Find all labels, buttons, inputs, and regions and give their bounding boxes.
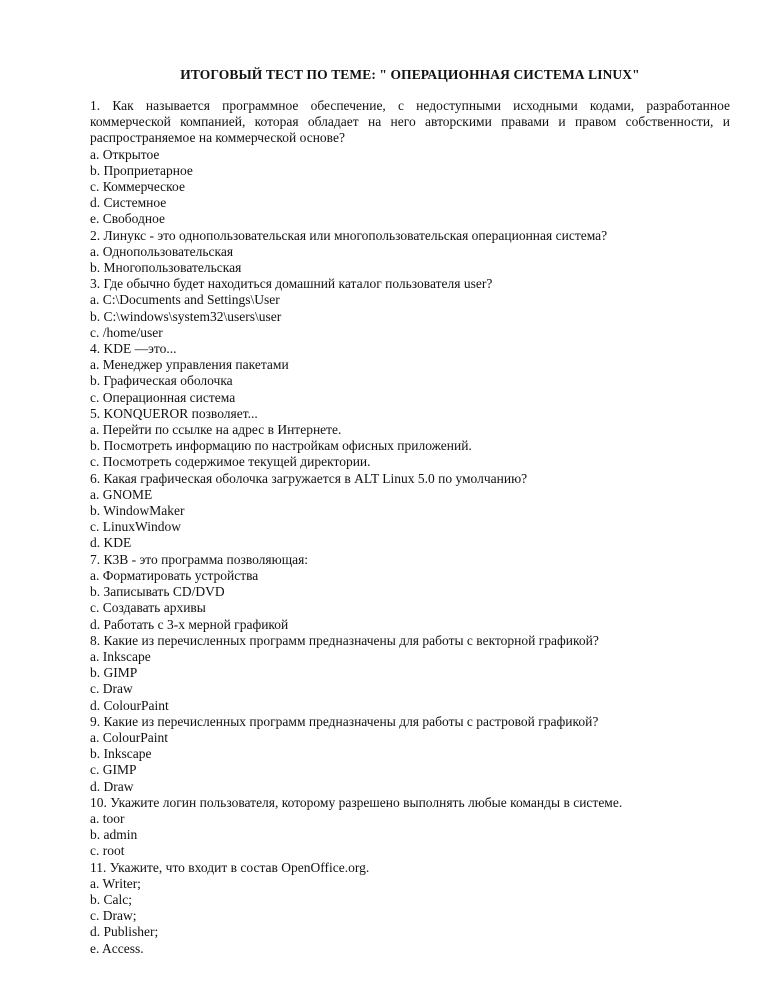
answer-option: b. Графическая оболочка bbox=[90, 373, 233, 389]
answer-option: b. Проприетарное bbox=[90, 162, 193, 178]
answer-option: c. Посмотреть содержимое текущей директории. bbox=[90, 454, 371, 470]
question-6 bbox=[90, 471, 730, 552]
answer-option: d. Системное bbox=[90, 195, 167, 211]
question-text: 4. KDE —это... bbox=[90, 341, 177, 357]
question-2 bbox=[90, 228, 730, 277]
question-10 bbox=[90, 795, 730, 860]
answer-option: b. Посмотреть информацию по настройкам офисных приложений. bbox=[90, 438, 472, 454]
answer-option: a. Открытое bbox=[90, 146, 160, 162]
question-3 bbox=[90, 276, 730, 341]
answer-option: a. Inkscape bbox=[90, 648, 151, 664]
answer-option: d. Draw bbox=[90, 778, 134, 794]
answer-option: c. Draw; bbox=[90, 908, 137, 924]
question-7 bbox=[90, 552, 730, 633]
answer-option: e. Access. bbox=[90, 940, 144, 956]
answer-option: a. GNOME bbox=[90, 486, 153, 502]
answer-option: a. C:\Documents and Settings\User bbox=[90, 292, 280, 308]
answer-option: a. toor bbox=[90, 810, 125, 826]
answer-option: a. Форматировать устройства bbox=[90, 567, 259, 583]
answer-option: a. Менеджер управления пакетами bbox=[90, 357, 289, 373]
question-9 bbox=[90, 714, 730, 795]
answer-option: a. Writer; bbox=[90, 875, 141, 891]
question-text: 6. Какая графическая оболочка загружается в ALT Linux 5.0 по умолчанию? bbox=[90, 470, 528, 486]
answer-option: a. ColourPaint bbox=[90, 729, 168, 745]
answer-option: c. Создавать архивы bbox=[90, 600, 206, 616]
answer-option: b. WindowMaker bbox=[90, 503, 185, 519]
answer-option: b. admin bbox=[90, 827, 138, 843]
answer-option: c. root bbox=[90, 843, 125, 859]
answer-option: c. /home/user bbox=[90, 324, 163, 340]
question-text: 3. Где обычно будет находиться домашний каталог пользователя user? bbox=[90, 276, 493, 292]
answer-option: c. GIMP bbox=[90, 762, 137, 778]
question-text: 1. Как называется программное обеспечение, с недоступными исходными кодами, разработанное коммерческой компанией, которая обладает на него авторскими правами и правом собственности, и распространяемое на коммерческой основе? bbox=[90, 98, 730, 146]
question-5 bbox=[90, 406, 730, 471]
answer-option: e. Свободное bbox=[90, 211, 166, 227]
question-text: 9. Какие из перечисленных программ предназначены для работы с растровой графикой? bbox=[90, 713, 599, 729]
answer-option: c. Коммерческое bbox=[90, 179, 185, 195]
answer-option: c. Draw bbox=[90, 681, 133, 697]
answer-option: b. C:\windows\system32\users\user bbox=[90, 308, 282, 324]
answer-option: d. ColourPaint bbox=[90, 697, 169, 713]
answer-option: a. Однопользовательская bbox=[90, 243, 234, 259]
question-8 bbox=[90, 633, 730, 714]
answer-option: c. Операционная система bbox=[90, 389, 236, 405]
question-text: 10. Укажите логин пользователя, которому разрешено выполнять любые команды в системе. bbox=[90, 794, 623, 810]
answer-option: d. KDE bbox=[90, 535, 132, 551]
document-page bbox=[90, 66, 730, 957]
answer-option: d. Publisher; bbox=[90, 924, 159, 940]
question-text: 11. Укажите, что входит в состав OpenOffice.org. bbox=[90, 859, 370, 875]
answer-option: b. GIMP bbox=[90, 665, 138, 681]
question-text: 8. Какие из перечисленных программ предназначены для работы с векторной графикой? bbox=[90, 632, 599, 648]
question-1 bbox=[90, 98, 730, 228]
answer-option: b. Inkscape bbox=[90, 746, 152, 762]
question-text: 5. KONQUEROR позволяет... bbox=[90, 405, 258, 421]
answer-option: b. Записывать CD/DVD bbox=[90, 584, 225, 600]
question-11 bbox=[90, 860, 730, 957]
question-text: 2. Линукс - это однопользовательская или многопользовательская операционная система? bbox=[90, 227, 608, 243]
answer-option: a. Перейти по ссылке на адрес в Интернете. bbox=[90, 422, 342, 438]
question-4 bbox=[90, 341, 730, 406]
answer-option: d. Работать с 3-х мерной графикой bbox=[90, 616, 289, 632]
answer-option: b. Многопользовательская bbox=[90, 260, 242, 276]
page-title: ИТОГОВЫЙ ТЕСТ ПО ТЕМЕ: " ОПЕРАЦИОННАЯ СИСТЕМА LINUX" bbox=[180, 67, 640, 82]
answer-option: b. Calc; bbox=[90, 891, 132, 907]
answer-option: c. LinuxWindow bbox=[90, 519, 181, 535]
question-text: 7. К3В - это программа позволяющая: bbox=[90, 551, 309, 567]
